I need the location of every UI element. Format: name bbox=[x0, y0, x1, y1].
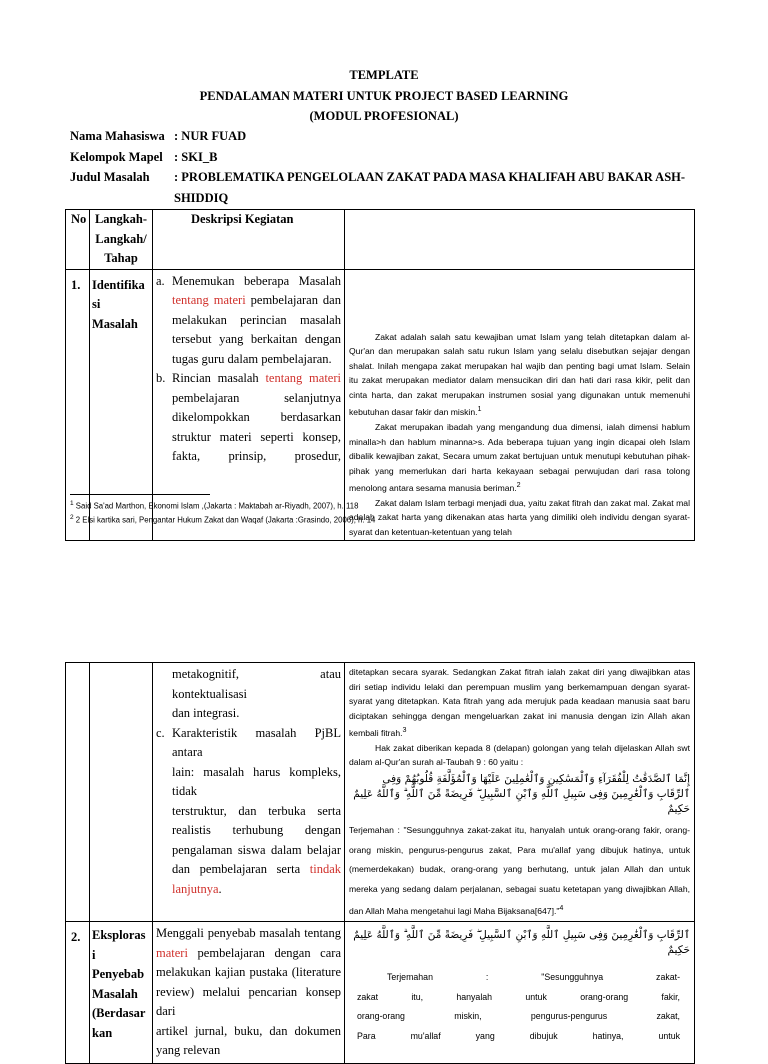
item-b: b. Rincian masalah tentang materi pembelajaran selanjutnya dikelompokkan berdasarkan struktur materi seperti konsep, fakta, prinsip, prosedur, bbox=[156, 371, 341, 463]
header-empty-cell bbox=[345, 210, 695, 270]
activity-content bbox=[345, 663, 695, 922]
activity-content bbox=[345, 922, 695, 1064]
item-a: a. Menemukan beberapa Masalah tentang materi pembelajaran dan melakukan perincian masalah tersebut yang berkaitan dengan tugas guru dalam pembelajaran. bbox=[156, 273, 341, 366]
module-label: (MODUL PROFESIONAL) bbox=[309, 109, 459, 123]
item-c: c. Karakteristik masalah PjBL antara lain: masalah harus kompleks, tidak terstruktur, dan terbuka serta realistis terhubung dengan pengalaman siswa dalam belajar dan pembelajaran serta tindak lanjutnya. bbox=[156, 725, 341, 896]
problem-title-value: : PROBLEMATIKA PENGELOLAAN ZAKAT PADA MASA KHALIFAH ABU BAKAR ASH- bbox=[174, 170, 686, 184]
activity-table bbox=[65, 209, 695, 541]
zakat-paragraph-4: ditetapkan secara syarak. Sedangkan Zakat fitrah ialah zakat diri yang diwajibkan atas diri setiap individu lelaki dan perempuan muslim yang berkemampuan dengan syarat-syarat yang ditetapkan. Kata fitrah yang ada merujuk pada keadaan manusia saat baru diciptakan sehingga dengan mengeluarkan zakat ini manusia dengan izin Allah akan kembali fitrah.$^3$ bbox=[349, 667, 690, 739]
activity-content bbox=[345, 269, 695, 540]
zakat-paragraph-1: Zakat adalah salah satu kewajiban umat Islam yang telah ditetapkan dalam al-Qur'an dan merupakan salah satu rukun Islam yang selalu disebutkan sejajar dengan shalat. Inilah mengapa zakat merupakan hal wajib dan penting bagi umat Islam. Selain itu zakat merupakan mediator dalam mensucikan diri dan hati dari rasa kikir, pelit dan cinta harta, dan zakat merupakan instrumen sosial yang digunakan untuk memenuhi kebutuhan dasar fakir dan miskin.$^1$ bbox=[349, 331, 690, 418]
zakat-paragraph-2: Zakat merupakan ibadah yang mengandung dua dimensi, ialah dimensi hablum minalla>h dan hablum minanna>s. Ada beberapa tujuan yang ingin dicapai oleh Islam dibalik kewajiban zakat, Secara umum zakat bertujuan untuk menutupi kebutuhan pihak-pihak yang memerlukan dari harta kekayaan sebagai perwujudan dari rasa tolong menolong antara sesama manusia beriman.$^2$ bbox=[349, 421, 690, 494]
step-name: Identifika si Masalah bbox=[90, 269, 153, 540]
header-no: No bbox=[66, 210, 90, 270]
step-name: Eksploras i Penyebab Masalah (Berdasar kan bbox=[90, 922, 153, 1064]
problem-title-continued: SHIDDIQ bbox=[174, 191, 229, 205]
step-name-empty bbox=[90, 663, 153, 922]
verse-translation: Terjemahan : "Sesungguhnya zakat-zakat itu, hanyalah untuk orang-orang fakir, orang-orang miskin, pengurus-pengurus zakat, Para mu'allaf yang dibujuk hatinya, untuk (memerdekakan) budak, orang-orang yang berhutang, untuk jalan Allah dan untuk mereka yang sedang dalam perjalanan, sebagai suatu ketetapan yang diwajibkan Allah, dan Allah Maha mengetahui lagi Maha Bijaksana[647]."$^4$ bbox=[349, 825, 690, 916]
student-name-row bbox=[70, 129, 246, 144]
table-header-row bbox=[66, 210, 695, 270]
row-number: 2. bbox=[66, 922, 90, 1064]
problem-title-row bbox=[70, 170, 685, 185]
problem-title-label: Judul Masalah bbox=[70, 170, 150, 184]
activity-description: Menggali penyebab masalah tentang materi pembelajaran dengan cara melakukan kajian pustaka (literature review) melalui pencarian konsep dari artikel jurnal, buku, dan dokumen yang relevan bbox=[153, 922, 345, 1064]
student-name-value: : NUR FUAD bbox=[174, 129, 247, 143]
row-number-empty bbox=[66, 663, 90, 922]
footnote-2: $^2$ 2 Elsi kartika sari, Pengantar Hukum Zakat dan Waqaf (Jakarta :Grasindo, 2006), h. 14 bbox=[70, 514, 376, 525]
student-name-label: Nama Mahasiswa bbox=[70, 129, 165, 143]
footnote-separator bbox=[70, 494, 210, 495]
table-row bbox=[66, 922, 695, 1064]
header-description: Deskripsi Kegiatan bbox=[153, 210, 345, 270]
document-title: TEMPLATE bbox=[349, 68, 419, 82]
document-subtitle: PENDALAMAN MATERI UNTUK PROJECT BASED LEARNING bbox=[199, 89, 569, 103]
zakat-paragraph-5: Hak zakat diberikan kepada 8 (delapan) golongan yang telah dijelaskan Allah swt dalam al-Qur'an surah al-Taubah 9 : 60 yaitu : bbox=[349, 742, 690, 768]
activity-table-continued bbox=[65, 662, 695, 1064]
quran-verse-arabic: ٱلرِّقَابِ وَٱلْغَٰرِمِينَ وَفِى سَبِيلِ ٱللَّهِ وَٱبْنِ ٱلسَّبِيلِ ۖ فَرِيضَةً مِّنَ ٱللَّهِ ۗ وَٱللَّهُ عَلِيمٌ حَكِيمٌ bbox=[353, 929, 690, 957]
subject-group-label: Kelompok Mapel bbox=[70, 150, 163, 164]
header-steps: Langkah- Langkah/ Tahap bbox=[90, 210, 153, 270]
activity-description: metakognitif, atau kontektualisasi dan integrasi. c. Karakteristik masalah PjBL antara lain: masalah harus kompleks, tidak terstruktur, dan terbuka serta realistis terhubung dengan pengalaman siswa dalam belajar dan pembelajaran serta tindak lanjutnya. bbox=[153, 663, 345, 922]
footnote-1: $^1$ Said Sa'ad Marthon, Ekonomi Islam ,(Jakarta : Maktabah ar-Riyadh, 2007), h. 118 bbox=[70, 500, 359, 511]
row-number: 1. bbox=[66, 269, 90, 540]
table-row bbox=[66, 663, 695, 922]
zakat-paragraph-3: Zakat dalam Islam terbagi menjadi dua, yaitu zakat fitrah dan zakat mal. Zakat mal adalah zakat harta yang dikenakan atas harta yang dimiliki oleh individu dengan syarat-syarat dan ketentuan-ketentuan yang telah bbox=[349, 497, 690, 537]
subject-group-row bbox=[70, 150, 217, 165]
subject-group-value: : SKI_B bbox=[174, 150, 218, 164]
verse-translation: Terjemahan : "Sesungguhnya zakat- zakat itu, hanyalah untuk orang-orang fakir, orang-orang miskin, pengurus-pengurus zakat, Para mu'allaf yang dibujuk hatinya, untuk bbox=[357, 972, 680, 1041]
quran-verse-arabic: إِنَّمَا ٱلصَّدَقَٰتُ لِلْفُقَرَآءِ وَٱلْمَسَٰكِينِ وَٱلْعَٰمِلِينَ عَلَيْهَا وَٱلْمُؤَلَّفَةِ قُلُوبُهُمْ وَفِى ٱلرِّقَابِ وَٱلْغَٰرِمِينَ وَفِى سَبِيلِ ٱللَّهِ وَٱبْنِ ٱلسَّبِيلِ ۖ فَرِيضَةً مِّنَ ٱللَّهِ ۗ وَٱللَّهُ عَلِيمٌ حَكِيمٌ bbox=[353, 773, 690, 816]
